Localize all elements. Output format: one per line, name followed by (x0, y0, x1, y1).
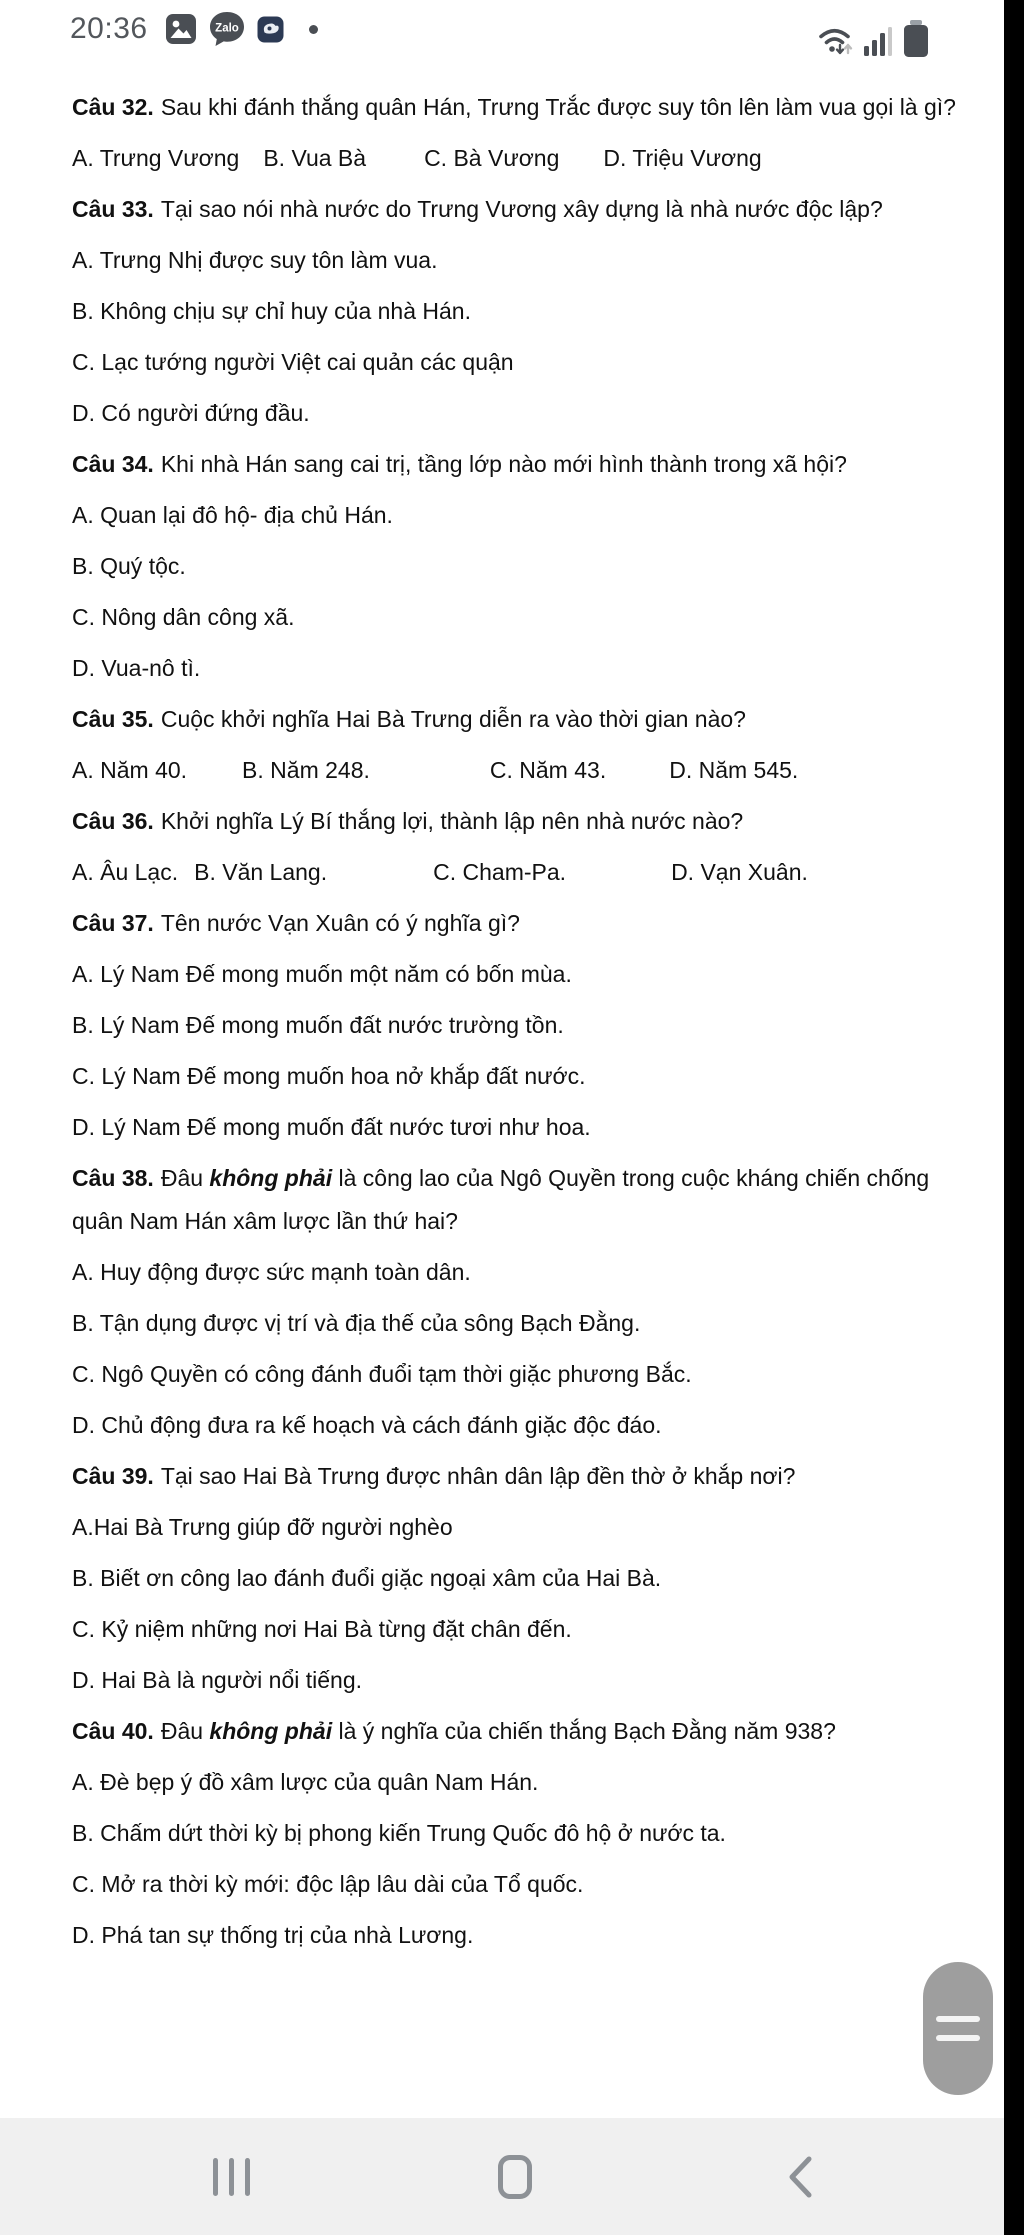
answer-option: D. Năm 545. (669, 757, 799, 783)
answer-option: C. Ngô Quyền có công đánh đuổi tạm thời giặc phương Bắc. (72, 1361, 692, 1387)
question-number: Câu 35. (72, 706, 154, 732)
answer-option: A. Trưng Vương (72, 145, 240, 171)
answer-option: B. Năm 248. (242, 757, 370, 783)
question-number: Câu 36. (72, 808, 154, 834)
answer-option: C. Nông dân công xã. (72, 604, 295, 630)
answer-option: A. Trưng Nhị được suy tôn làm vua. (72, 247, 438, 273)
question-number: Câu 38. (72, 1165, 154, 1191)
answer-option: A. Quan lại đô hộ- địa chủ Hán. (72, 502, 393, 528)
answer-option: D. Hai Bà là người nổi tiếng. (72, 1667, 363, 1693)
question-text: Câu 37. Tên nước Vạn Xuân có ý nghĩa gì? (72, 910, 520, 936)
answer-option: A.Hai Bà Trưng giúp đỡ người nghèo (72, 1514, 453, 1540)
answer-option: C. Cham-Pa. (433, 859, 567, 885)
status-bar-left (70, 10, 318, 48)
home-icon (498, 2155, 532, 2199)
status-bar-right (818, 20, 929, 58)
drag-handle-lines-icon (936, 2035, 980, 2041)
answer-option: C. Năm 43. (489, 757, 607, 783)
question-text: Câu 34. Khi nhà Hán sang cai trị, tầng lớp nào mới hình thành trong xã hội? (72, 451, 847, 477)
answer-options-row (72, 137, 972, 180)
svg-text:Zalo: Zalo (214, 22, 239, 35)
answer-option: D. Phá tan sự thống trị của nhà Lương. (72, 1922, 474, 1948)
screen-edge-strip (1004, 0, 1024, 2235)
question-text: Câu 35. Cuộc khởi nghĩa Hai Bà Trưng diễn ra vào thời gian nào? (72, 706, 746, 732)
answer-option: D. Vua-nô tì. (72, 655, 201, 681)
question-number: Câu 37. (72, 910, 154, 936)
signal-icon (863, 24, 894, 58)
notification-overflow-dot (309, 25, 318, 34)
question-number: Câu 33. (72, 196, 154, 222)
battery-icon (903, 20, 929, 58)
answer-options-row (72, 749, 972, 792)
android-nav-bar (0, 2118, 1004, 2235)
answer-option: D. Triệu Vương (603, 145, 762, 171)
answer-option: B. Văn Lang. (194, 859, 328, 885)
question-text: Câu 40. Đâu không phải là ý nghĩa của chiến thắng Bạch Đằng năm 938? (72, 1718, 836, 1744)
answer-option: D. Vạn Xuân. (671, 859, 808, 885)
question-text: Câu 38. Đâu không phải là công lao của Ngô Quyền trong cuộc kháng chiến chống quân Nam Hán xâm lược lần thứ hai? (72, 1165, 930, 1234)
recents-icon (213, 2158, 250, 2196)
back-button[interactable] (755, 2118, 845, 2235)
answer-option: D. Có người đứng đầu. (72, 400, 310, 426)
answer-option: B. Chấm dứt thời kỳ bị phong kiến Trung Quốc đô hộ ở nước ta. (72, 1820, 726, 1846)
recents-button[interactable] (186, 2118, 276, 2235)
answer-option: C. Lạc tướng người Việt cai quản các quận (72, 349, 514, 375)
answer-option: C. Lý Nam Đế mong muốn hoa nở khắp đất nước. (72, 1063, 586, 1089)
home-button[interactable] (470, 2118, 560, 2235)
answer-option: A. Đè bẹp ý đồ xâm lược của quân Nam Hán. (72, 1769, 539, 1795)
zalo-icon (208, 10, 246, 48)
app-icon (257, 16, 284, 43)
wifi-icon (818, 24, 854, 58)
gallery-icon (165, 13, 197, 45)
question-number: Câu 34. (72, 451, 154, 477)
question-number: Câu 39. (72, 1463, 154, 1489)
answer-option: A. Huy động được sức mạnh toàn dân. (72, 1259, 471, 1285)
answer-option: B. Lý Nam Đế mong muốn đất nước trường tồn. (72, 1012, 564, 1038)
answer-option: B. Quý tộc. (72, 553, 186, 579)
floating-handle-button[interactable] (923, 1962, 993, 2095)
status-time: 20:36 (70, 12, 148, 45)
answer-option: D. Lý Nam Đế mong muốn đất nước tươi như hoa. (72, 1114, 591, 1140)
answer-option: D. Chủ động đưa ra kế hoạch và cách đánh giặc độc đáo. (72, 1412, 662, 1438)
answer-option: B. Tận dụng được vị trí và địa thế của sông Bạch Đằng. (72, 1310, 641, 1336)
question-number: Câu 32. (72, 94, 154, 120)
answer-option: B. Vua Bà (263, 145, 367, 171)
emphasis-text: không phải (209, 1165, 333, 1191)
answer-option: A. Năm 40. (72, 757, 188, 783)
status-bar (0, 0, 1004, 82)
question-text: Câu 36. Khởi nghĩa Lý Bí thắng lợi, thành lập nên nhà nước nào? (72, 808, 744, 834)
answer-option: B. Không chịu sự chỉ huy của nhà Hán. (72, 298, 471, 324)
answer-option: C. Kỷ niệm những nơi Hai Bà từng đặt chân đến. (72, 1616, 572, 1642)
question-text: Câu 32. Sau khi đánh thắng quân Hán, Trưng Trắc được suy tôn lên làm vua gọi là gì? (72, 94, 956, 120)
answer-option: C. Mở ra thời kỳ mới: độc lập lâu dài của Tổ quốc. (72, 1871, 584, 1897)
question-text: Câu 39. Tại sao Hai Bà Trưng được nhân dân lập đền thờ ở khắp nơi? (72, 1463, 796, 1489)
answer-options-row (72, 851, 972, 894)
answer-option: A. Âu Lạc. (72, 859, 179, 885)
back-icon (786, 2153, 814, 2201)
question-text: Câu 33. Tại sao nói nhà nước do Trưng Vương xây dựng là nhà nước độc lập? (72, 196, 883, 222)
answer-option: B. Biết ơn công lao đánh đuổi giặc ngoại xâm của Hai Bà. (72, 1565, 662, 1591)
question-number: Câu 40. (72, 1718, 154, 1744)
emphasis-text: không phải (209, 1718, 333, 1744)
drag-handle-lines-icon (936, 2016, 980, 2022)
answer-option: A. Lý Nam Đế mong muốn một năm có bốn mùa. (72, 961, 572, 987)
answer-option: C. Bà Vương (424, 145, 560, 171)
